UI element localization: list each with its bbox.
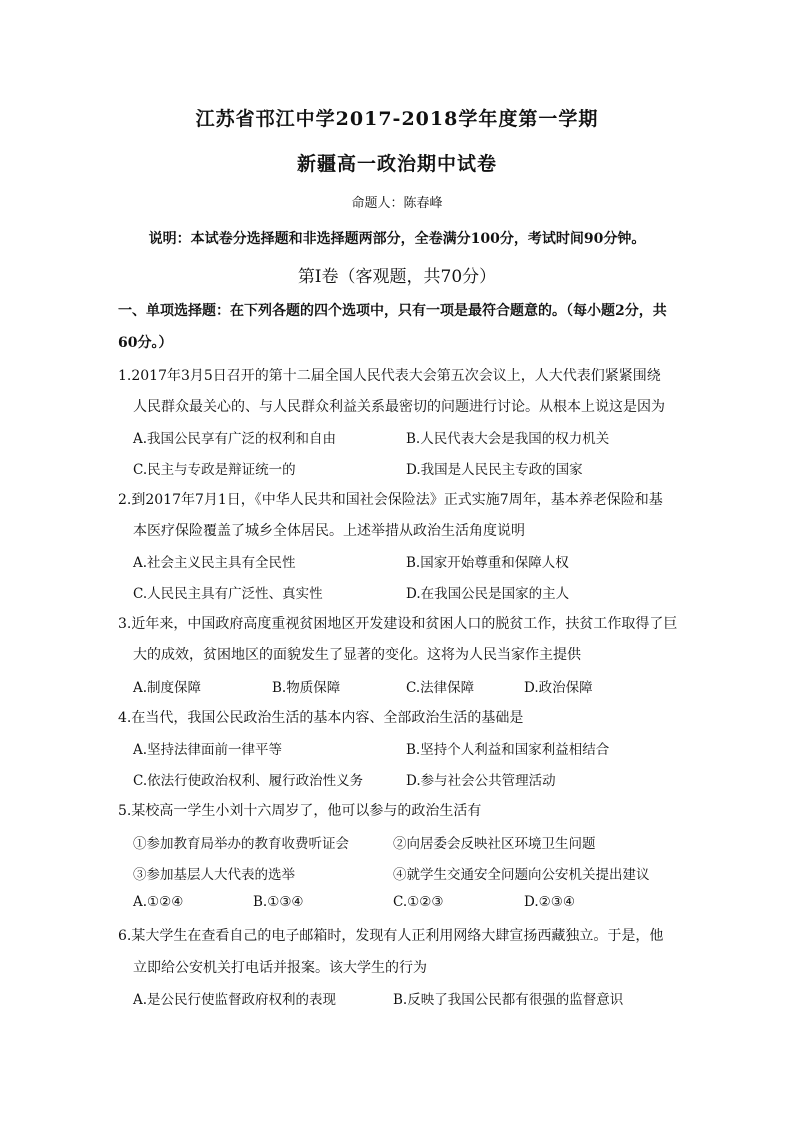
q5-item-2: ②向居委会反映社区环境卫生问题 (393, 836, 596, 852)
q1-option-b: B.人民代表大会是我国的权力机关 (406, 431, 610, 447)
q3-option-c: C.法律保障 (406, 680, 475, 696)
q5-option-b: B.①③④ (253, 894, 304, 910)
q5-item-3: ③参加基层人大代表的选举 (133, 867, 295, 883)
q2-stem-line2: 本医疗保险覆盖了城乡全体居民。上述举措从政治生活角度说明 (133, 523, 525, 539)
q3-option-b: B.物质保障 (272, 680, 341, 696)
q5-item-4: ④就学生交通安全问题向公安机关提出建议 (393, 867, 650, 883)
exam-note: 说明：本试卷分选择题和非选择题两部分，全卷满分100分，考试时间90分钟。 (148, 231, 646, 247)
q5-option-d: D.②③④ (524, 894, 575, 910)
q4-option-b: B.坚持个人利益和国家利益相结合 (406, 742, 610, 758)
exam-title-line2: 新疆高一政治期中试卷 (296, 153, 497, 175)
q3-stem-line1: 3.近年来，中国政府高度重视贫困地区开发建设和贫困人口的脱贫工作，扶贫工作取得了巨 (118, 616, 678, 632)
q2-option-a: A.社会主义民主具有全民性 (133, 555, 296, 571)
exam-title-line1: 江苏省邗江中学2017-2018学年度第一学期 (195, 108, 599, 130)
q1-option-c: C.民主与专政是辩证统一的 (133, 462, 296, 478)
q5-option-a: A.①②④ (133, 894, 184, 910)
author-line: 命题人：陈春峰 (351, 196, 443, 211)
q3-option-d: D.政治保障 (524, 680, 593, 696)
q2-option-d: D.在我国公民是国家的主人 (406, 586, 570, 602)
q1-option-a: A.我国公民享有广泛的权利和自由 (133, 431, 337, 447)
q1-stem-line2: 人民群众最关心的、与人民群众利益关系最密切的问题进行讨论。从根本上说这是因为 (133, 399, 665, 415)
q4-option-d: D.参与社会公共管理活动 (406, 773, 556, 789)
q3-option-a: A.制度保障 (133, 680, 202, 696)
q2-option-c: C.人民民主具有广泛性、真实性 (133, 586, 323, 602)
q5-option-c: C.①②③ (393, 894, 444, 910)
q1-option-d: D.我国是人民民主专政的国家 (406, 462, 583, 478)
q2-option-b: B.国家开始尊重和保障人权 (406, 555, 569, 571)
q6-option-a: A.是公民行使监督政府权利的表现 (133, 992, 337, 1008)
q4-option-c: C.依法行使政治权利、履行政治性义务 (133, 773, 364, 789)
q1-stem-line1: 1.2017年3月5日召开的第十二届全国人民代表大会第五次会议上，人大代表们紧紧围绕 (118, 368, 661, 384)
instruction-line1: 一、单项选择题：在下列各题的四个选项中，只有一项是最符合题意的。（每小题2分，共 (118, 303, 667, 319)
q4-option-a: A.坚持法律面前一律平等 (133, 742, 283, 758)
q6-stem-line2: 立即给公安机关打电话并报案。该大学生的行为 (133, 960, 427, 976)
q6-option-b: B.反映了我国公民都有很强的监督意识 (393, 992, 624, 1008)
q2-stem-line1: 2.到2017年7月1日，《中华人民共和国社会保险法》正式实施7周年，基本养老保险和基 (118, 492, 663, 508)
q4-stem-line1: 4.在当代，我国公民政治生活的基本内容、全部政治生活的基础是 (118, 710, 524, 726)
q5-stem-line1: 5.某校高一学生小刘十六周岁了，他可以参与的政治生活有 (118, 803, 482, 819)
q6-stem-line1: 6.某大学生在查看自己的电子邮箱时，发现有人正利用网络大肆宣扬西藏独立。于是，他 (118, 928, 664, 944)
section-title: 第Ⅰ卷（客观题，共70分） (297, 267, 497, 287)
q3-stem-line2: 大的成效，贫困地区的面貌发生了显著的变化。这将为人民当家作主提供 (133, 647, 581, 663)
instruction-line2: 60分。） (118, 335, 173, 351)
q5-item-1: ①参加教育局举办的教育收费听证会 (133, 836, 349, 852)
